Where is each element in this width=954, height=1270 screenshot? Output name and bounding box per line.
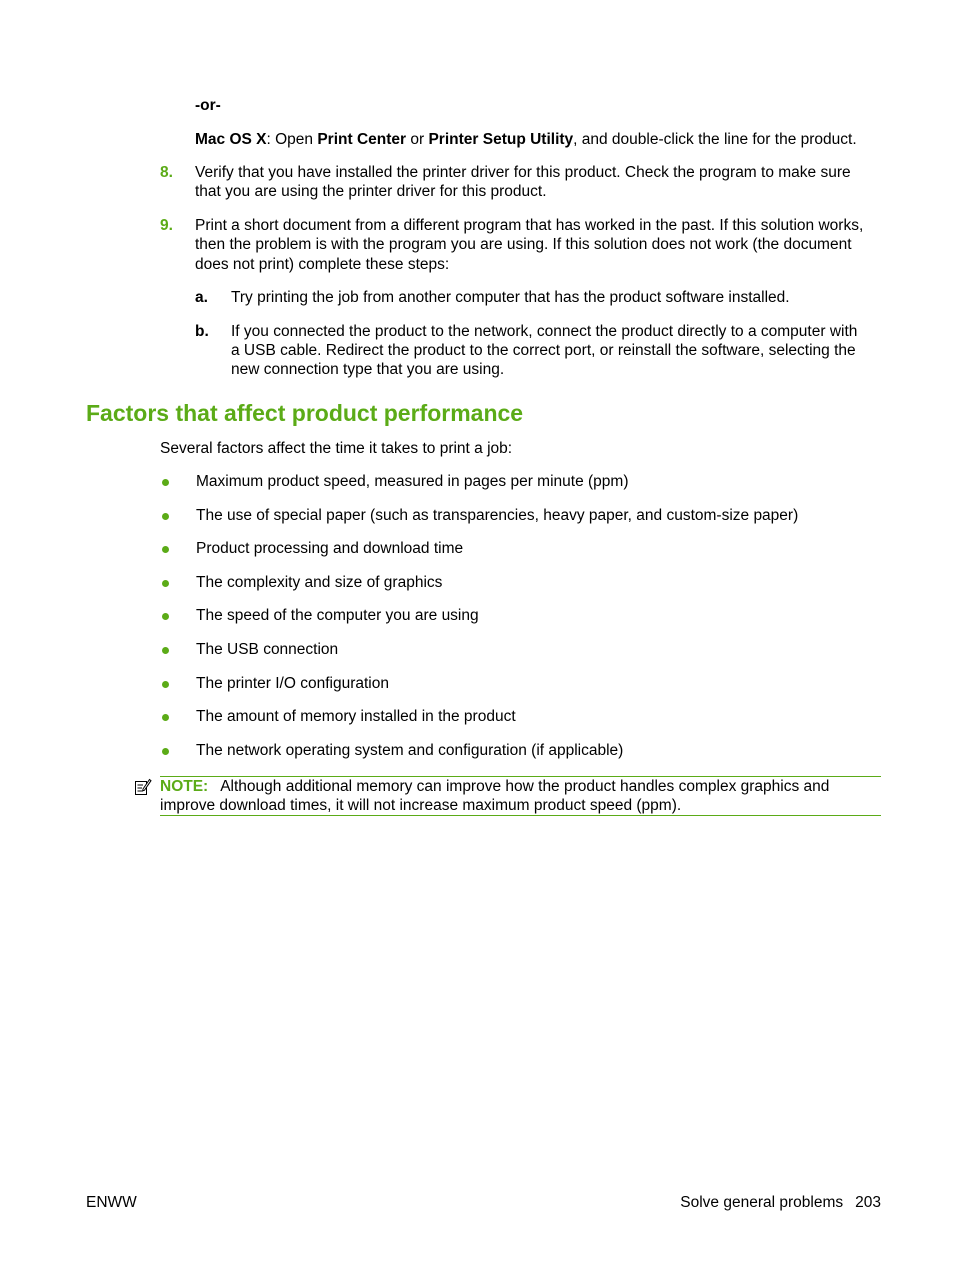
section-intro: Several factors affect the time it takes to print a job: — [160, 440, 513, 457]
list-item-text: The use of special paper (such as transparencies, heavy paper, and custom-size paper) — [196, 506, 799, 524]
mac-text-3: , and double-click the line for the product. — [573, 131, 857, 148]
note-box — [160, 776, 881, 816]
footer-right — [680, 1193, 881, 1213]
step-text-line: Verify that you have installed the printer driver for this product. Check the program to make sure — [195, 164, 851, 181]
step-text-line: then the problem is with the program you are using. If this solution does not work (the document — [195, 236, 852, 253]
footer-left: ENWW — [86, 1194, 137, 1211]
substep-text-line: If you connected the product to the network, connect the product directly to a computer with — [231, 323, 858, 340]
footer-section: Solve general problems — [680, 1194, 844, 1211]
note-line: improve download times, it will not increase maximum product speed (ppm). — [160, 797, 682, 814]
list-item-text: The amount of memory installed in the product — [196, 708, 516, 726]
bullet-icon — [162, 681, 169, 688]
mac-text-2: or — [406, 131, 429, 148]
bullet-icon — [162, 748, 169, 755]
list-item-text: The network operating system and configuration (if applicable) — [196, 741, 624, 759]
substep-letter: b. — [195, 323, 209, 340]
bullet-icon — [162, 479, 169, 486]
list-item — [160, 707, 882, 741]
substep-letter: a. — [195, 289, 208, 306]
list-item — [160, 606, 882, 640]
list-item — [160, 573, 882, 607]
step-number: 9. — [160, 217, 173, 234]
bullet-icon — [162, 613, 169, 620]
note-line — [160, 777, 881, 797]
printer-setup-utility-term: Printer Setup Utility — [428, 131, 574, 148]
list-item — [160, 472, 882, 506]
mac-text-1: : Open — [266, 131, 318, 148]
page-number: 203 — [855, 1194, 881, 1211]
list-item — [160, 640, 882, 674]
or-separator: -or- — [195, 97, 221, 114]
substep-text-line: new connection type that you are using. — [231, 361, 505, 378]
section-heading: Factors that affect product performance — [86, 400, 524, 426]
list-item-text: The USB connection — [196, 640, 339, 658]
step-text-line: does not print) complete these steps: — [195, 256, 450, 273]
list-item-text: The printer I/O configuration — [196, 674, 389, 692]
list-item-text: Product processing and download time — [196, 540, 464, 558]
list-item-text: The complexity and size of graphics — [196, 573, 443, 591]
bullet-icon — [162, 546, 169, 553]
list-item-text: Maximum product speed, measured in pages per minute (ppm) — [196, 473, 629, 490]
bullet-icon — [162, 714, 169, 721]
bullet-icon — [162, 647, 169, 654]
bullet-icon — [162, 513, 169, 520]
note-text: Although additional memory can improve how the product handles complex graphics and — [220, 778, 830, 795]
mac-instruction — [195, 130, 857, 150]
step-text-line: Print a short document from a different program that has worked in the past. If this solution works, — [195, 217, 864, 234]
bullet-icon — [162, 580, 169, 587]
list-item-text: The speed of the computer you are using — [196, 607, 479, 625]
print-center-term: Print Center — [317, 131, 407, 148]
mac-os-label: Mac OS X — [195, 131, 267, 148]
substep-text-line: a USB cable. Redirect the product to the correct port, or reinstall the software, selecting the — [231, 342, 856, 359]
substep-text-line: Try printing the job from another computer that has the product software installed. — [231, 289, 790, 306]
step-number: 8. — [160, 164, 173, 181]
list-item — [160, 674, 882, 708]
note-icon — [134, 778, 152, 796]
list-item — [160, 539, 882, 573]
list-item — [160, 741, 882, 775]
list-item — [160, 506, 882, 540]
factors-list — [160, 472, 882, 774]
note-label: NOTE: — [160, 778, 209, 795]
step-text-line: that you are using the printer driver for this product. — [195, 183, 547, 200]
